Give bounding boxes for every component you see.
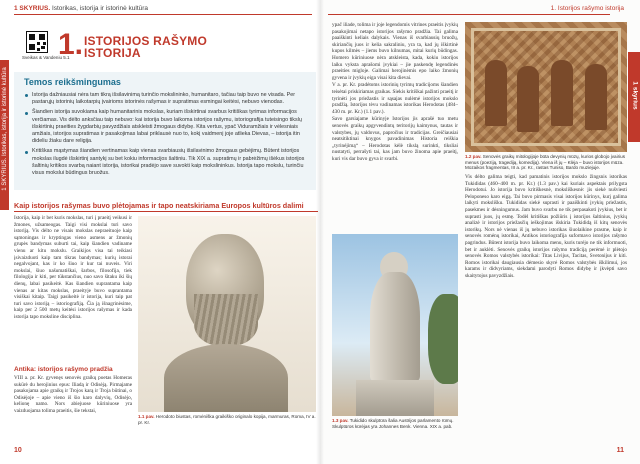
herodotus-bust-photo [138,216,316,412]
chapter-title-line1: ISTORIJOS RAŠYMO [84,34,208,48]
running-header-title: Istorikas, istorija ir istorinė kultūra [51,5,149,12]
caption-1-label: 1.1 pav. [138,414,155,419]
right-paragraph-1: ypač iliade, tolima ir joje legendomis vitrines praeitis įvykių pasakojimai netapo istorijos rašymo pradžia. Tai galima paaiškinti keliais dalykais. Vienas iš svarbiausių bruožų, skiriančių juos ir kelia sakraliniu, yra ta, kad jų iškirtinė kupos kilmės – jiems buvo kilnumas, mitai kurių būdingas. Homero kūriniuose nėra atskleista, kada, kokiu istorijos laiku vyksta aprašomi įvykiai – jie paskendę legendinės praeities migloje. Galimai herojinėmis epo laiko žmonių gyvena ir įvykių eiga visai kita dievai. [332,22,458,81]
thucydides-statue-photo [332,234,458,416]
key-concept-item: Istorija dažniausiai nėra tam tikrą išsilavinimą turinčio mokslininko, humanitaro, tačiau taip buvo ne visada. Per pastarųjų istorinių laikotarpių įvairioms istorinės rašymas ir supratimas esmingai keitėsi, nebuvo vienodas. [24,92,314,106]
header-rule [14,14,312,15]
key-concepts-box [14,72,316,190]
key-concept-item: Šiandien istorija suvokiama kaip humanitarinis mokslas, kuriam išskirtinai svarbus kritiškas tyrimas informacijos verčiamas. Vis dėlto anksčiau taip nebuvo: kai istorija buvo laikoma istorijos rašymu, istoriografija tuteisingo tikslų išskirtinių praeities žygdarbių pavyzdžiais atskleisti žmogaus didybę. Kita vertus, ypač Viduramžiais ir vėlesniais amžiais, istorijos supratimas ir pasakojimas labai priklausė nuo to, kokį vaidmenį joje atlieka Dievas, – istorija itin dideliu žiaku dare religija. [24,109,314,145]
muses-mosaic-photo [465,22,627,152]
mosaic-figure [585,64,607,130]
right-column-1 [332,22,458,163]
running-header-chapter: 1 SKYRIUS. [14,5,51,12]
left-body-text-2: VIII a. pr. Kr. gyvenęs senovės graikų poetas Homeras sukūrė du herojinius epus: Iliadą ir Odisėją. Pirmajame pasakojama apie graikų ir Trojos karą ir Troja būtinai, o Odisėjoje – apie vieno iš šio karo dalyvių, Odisėjo, kelionę namo. Nors abiejuose kūriniuose yra vaizduojama tolima praeitis, šie tekstai, [14,375,132,414]
mosaic-figure [517,66,539,132]
side-tab-left-label: 1 SKYRIUS. Istorikas, istorija ir istorinė kultūra [2,67,8,191]
header-rule-right [328,14,610,15]
key-concepts-title: Temos reikšmingumas [24,77,121,87]
right-column-2: Vis dėlto galima teigti, kad pamatinis istorijos mokslo žingsnis istorikas Tukididas (460–400 m. pr. Kr.) (1.3 pav.) kai kuriais aspektais prilygsta Herodotui. Jo istorija buvo kritiškesnė, moksliškesnė: jis siekė nušviesti Peloponeso karo eigą. Tai buvo pirmasis visai istorijos kūrinys, kurį galima laikyti mokslišku. Tukididas siekė suprasti ir paaiškinti įvykių priežastis, pasekmes ir dėsningumus. Jam buvo svarbu ne tik perpasakoti įvykius, bet ir suprasti juos, jų esmę. Todėl kritiškas požiūris į istorijos šaltinius, įvykių analizė ir istorijos priežasčių ieškojimas išskiria Tukididą iš kitų senovės istorikų. Nors nė vienas iš jų nebuvo istorikas šiuolaikine prasme, kaip ir senovės romėnų istorikai, Antikos istoriografija suformavo istorijos rašymo pagrindus. Būtent istorija buvo laikoma menu, kuris turėjo ne tik informuoti, bet ir auklėti. Senovės graikų istorijos rašymo tradiciją perėmė ir plėtojo senovės Romos valstybės istorikai: Titas Livijus, Tacitas, Svetonijus ir kiti. Romos istorikai daugiausia dėmesio skyrė Romos valstybės iškilimui, jos karams ir didvyriams, siekdami parodyti Romos didybę ir įkvėpti savo skaitytojus pavyzdžiais. [465,174,627,279]
page-number-left: 10 [14,447,22,454]
side-tab-right [628,52,640,142]
chapter-title [84,35,207,59]
chapter-title-line2: ISTORIJA [84,46,141,60]
qr-caption: Sveikas & Vandeniu 5.1 [22,55,70,60]
right-page [320,0,640,464]
caption-3-label: 1.3 pav. [332,418,349,423]
right-paragraph-2: V a. pr. Kr. pradėtoms istorinių tyrimų tradicijoms šiandien teisėtai priskiriamas graikas. Siekis kritiškai pažinti praeitį ir tyrinėti jos priežastis ir sąsajas nulėmė istorijos mokslo pradžią. Istorijos tėvu vadinamas istorikas Herodotas (484–430 m. pr. Kr.) (1.1 pav.). [332,82,458,115]
side-tab-left [0,60,9,210]
caption-3-text: Tukidido skulptūra šalia Austrijos parlamento rūmų. Skulptūros kūrėjas yra Johannes Benk. Vienna. XIX a. pab. [332,418,454,429]
book-gutter [316,0,324,464]
page-number-right: 11 [616,447,624,454]
section-heading: Kaip istorijos rašymas buvo plėtojamas ir tapo neatskiriama Europos kultūros dalimi [14,201,304,210]
side-tab-right-label: 1 skyrius [631,81,639,110]
bust-beard-shape [194,294,258,346]
statue-pedestal-shape [356,380,434,416]
chapter-number: 1. [58,28,84,61]
tree-shape [428,294,458,384]
statue-body-shape [370,272,420,382]
key-concept-item: Kritiškas mąstymas šiandien vertinamas kaip vienas svarbiausių išsilavinimo žmogaus gebėjimų. Būtent istorijos mokslas ilugdė išskirtinį santykį su bet kokiu informacijos šaltiniu. Tik XIX a. supratimų ir pabrėžimų išėkus istorijos šaltinių kritikos svarbą naiant istorija, istorikai pradėjo save suvokti kaip mokslininkus. Istorija tapo mokslu, turinčiu visus mokslui būdingus bruožus. [24,148,314,177]
caption-2-label: 1.2 pav. [465,154,482,159]
key-concepts-list [24,92,314,180]
left-body-text: Istorija, kaip ir bet kuris mokslas, turi į praeitį veikusi ir žmones, užsameogas. Taigi visi mokslai turi savo istoriją. Vis dėlto ne visais mokslas nepraeituoje kaip sąmoningas ir kryptingas vieno asmens ar žmonių grupės bandymas suburti tai, kaip šiandien vadiname vienu ar kitu mokslu. Graikijos visa tai teikiasi įsivaizduoti kaip tam tikras bandymas; kurių istorai negalvojant, kas ir ko šiuo ir kur tai nuveis. Viri mokslai, šiuo našumatiškai, šarbos, filosofija, tiek filologija ir kiti, per tūkstančius, nuo savo šitaku iki šių dienų, labai pasikeitė. Kas šiandien suprantama kaip vienas ar kitas mokslas, praeityje buvo suprantama visiškai kitaip. Taigi pasikeitė ir istorija, kuri taip pat turi savo istoriją – istoriografiją. Čia ją išnagrinėsime, kaip per 2 500 metų keitėsi istorijos rašymas ir kada istorija tapo moksline disciplina. [14,215,132,320]
caption-1-text: Herodoto biustas, romėniška graikiško originalo kopija, marmuras, Roma, IV a. pr. Kr. [138,414,316,425]
caption-figure-3 [332,418,458,429]
mosaic-figure [551,60,573,126]
right-paragraph-3: Savo garsiajame kūrinyje Istorijos jis aprašė tuo metu senovės graikų apgyvendintų teritorijų kaimynus, tautas ir valstybes, jų valdovus, papročius ir tradicijas. Greičiausiai neatsitiktinai knygos pavadinimas Historia reiškia „tyrinėjimą“ – Herodotas kėlė tikslą surinkti, tiksliai nustatyti, perrašyti tai, kas jam buvo žinoma apie praeitį, kuri vis dar buvo gyva ir svarbi. [332,116,458,162]
mosaic-figure [485,60,507,126]
running-header-left [14,5,148,12]
caption-figure-1 [138,414,316,425]
qr-code-icon [26,31,48,53]
caption-figure-2 [465,154,627,171]
section-rule [14,211,318,212]
running-header-right: 1. Istorijos rašymo istorija [550,5,624,12]
bust-chest-shape [164,344,288,412]
sub-heading: Antika: istorijos rašymo pradžia [14,366,113,373]
caption-2-text: Senovės graikų mitologijoje būta devynių mūzų, kurios globojo įvairius menus (poeziją, tragediją, komediją). Viena iš jų – Klėja – buvo istorijos mūza. Mozaikos fragmentas, III a. pr. Kr., rastas Tuniso, Bardo muziejuje. [465,154,626,171]
